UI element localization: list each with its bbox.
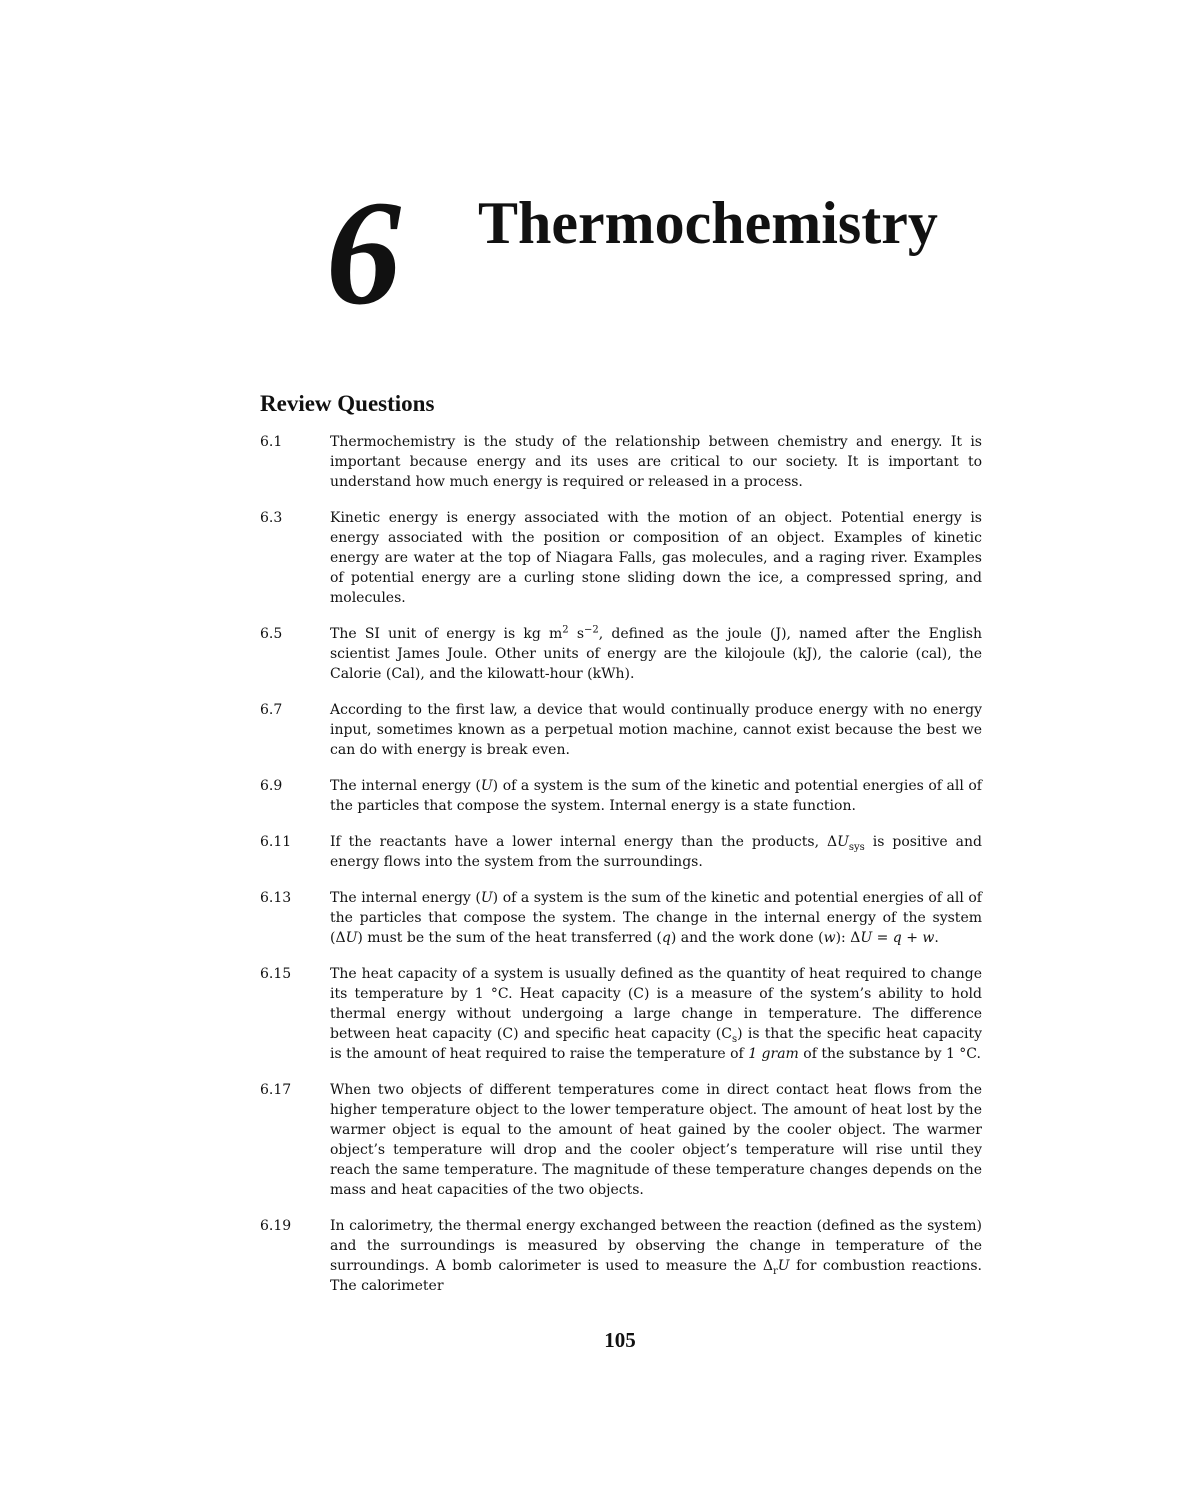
answer-text-segment: The heat capacity of a system is usually defined as the quantity of heat required to change its temperature by 1 °C. Heat capacity (C) is a measure of the system’s ability to hold thermal energy without undergoing a large change in temperature. The difference between heat capacity (C) and specific heat capacity (C xyxy=(330,966,982,1042)
answer-text-segment: U xyxy=(777,1258,790,1274)
answer-text-segment: + xyxy=(901,930,923,946)
question-number: 6.7 xyxy=(260,702,283,718)
question-item xyxy=(260,624,982,684)
question-number: 6.1 xyxy=(260,434,283,450)
question-item xyxy=(260,508,982,608)
answer-text-segment: 2 xyxy=(562,624,569,636)
question-answer-text xyxy=(330,1080,982,1200)
answer-text-segment: U xyxy=(345,930,358,946)
answer-text-segment: ): Δ xyxy=(835,930,861,946)
question-item xyxy=(260,1080,982,1200)
answer-text-segment: ) is that the specific heat capacity is the amount of heat required to raise the temperature of xyxy=(330,1026,983,1062)
answer-text-segment: ) of a system is the sum of the kinetic and potential energies of all of the particles that compose the system. The change in the internal energy of the system (Δ xyxy=(330,890,982,946)
page-number: 105 xyxy=(604,1328,636,1352)
answer-text-segment: for combustion reactions. The calorimeter xyxy=(330,1258,983,1294)
answer-text-segment: sys xyxy=(848,841,865,853)
answer-text-segment: s xyxy=(731,1033,738,1045)
question-number: 6.11 xyxy=(260,834,292,850)
question-number: 6.17 xyxy=(260,1082,292,1098)
answer-text-segment: q xyxy=(661,930,671,946)
answer-text-segment: ) of a system is the sum of the kinetic and potential energies of all of the particles that compose the system. Internal energy is a state function. xyxy=(330,778,982,814)
answer-text-segment: 1 gram xyxy=(748,1046,799,1062)
question-answer-text xyxy=(330,432,982,492)
answer-text-segment: If the reactants have a lower internal energy than the products, Δ xyxy=(330,834,838,850)
answer-text-segment: ) and the work done ( xyxy=(670,930,824,946)
question-answer-text xyxy=(330,776,982,816)
question-item xyxy=(260,776,982,816)
question-item xyxy=(260,700,982,760)
question-answer-text xyxy=(330,508,982,608)
question-number: 6.3 xyxy=(260,510,283,526)
question-answer-text xyxy=(330,624,982,684)
question-number: 6.9 xyxy=(260,778,283,794)
question-item xyxy=(260,1216,982,1296)
question-item xyxy=(260,832,982,872)
answer-text-segment: of the substance by 1 °C. xyxy=(798,1046,981,1062)
answer-text-segment: −2 xyxy=(584,624,599,636)
answer-text-segment: , defined as the joule (J), named after the English scientist James Joule. Other units of energy are the kilojoule (kJ), the calorie (cal), the Calorie (Cal), and the kilowatt-hour (kWh). xyxy=(330,626,982,682)
answer-text-segment: The SI unit of energy is kg m xyxy=(330,626,563,642)
answer-text-segment: U xyxy=(480,778,493,794)
answer-text-segment: w xyxy=(922,930,935,946)
question-number: 6.5 xyxy=(260,626,283,642)
question-number: 6.19 xyxy=(260,1218,292,1234)
question-answer-text xyxy=(330,888,982,948)
answer-text-segment: ) must be the sum of the heat transferred ( xyxy=(357,930,662,946)
question-answer-text xyxy=(330,700,982,760)
chapter-title: Thermochemistry xyxy=(478,190,938,256)
answer-text-segment: U xyxy=(480,890,493,906)
answer-text-segment: r xyxy=(773,1265,778,1277)
answer-text-segment: U xyxy=(860,930,873,946)
section-heading: Review Questions xyxy=(260,391,435,416)
answer-text-segment: q xyxy=(892,930,902,946)
answer-text-segment: is positive and energy flows into the system from the surroundings. xyxy=(330,834,982,870)
answer-text-segment: Thermochemistry is the study of the relationship between chemistry and energy. It is important because energy and its uses are critical to our society. It is important to understand how much energy is required or released in a process. xyxy=(330,434,982,490)
question-number: 6.13 xyxy=(260,890,292,906)
question-answer-text xyxy=(330,832,982,872)
chapter-number: 6 xyxy=(326,170,401,336)
question-answer-text xyxy=(330,1216,982,1296)
answer-text-segment: According to the first law, a device that would continually produce energy with no energy input, sometimes known as a perpetual motion machine, cannot exist because the best we can do with energy is break even. xyxy=(330,702,982,758)
answer-text-segment: w xyxy=(823,930,836,946)
answer-text-segment: Kinetic energy is energy associated with the motion of an object. Potential energy is energy associated with the position or composition of an object. Examples of kinetic energy are water at the top of Niagara Falls, gas molecules, and a raging river. Examples of potential energy are a curling stone sliding down the ice, a compressed spring, and molecules. xyxy=(330,510,982,606)
answer-text-segment: . xyxy=(934,930,939,946)
question-item xyxy=(260,432,982,492)
answer-text-segment: s xyxy=(568,626,585,642)
answer-text-segment: U xyxy=(837,834,849,850)
answer-text-segment: = xyxy=(872,930,893,946)
question-number: 6.15 xyxy=(260,966,292,982)
question-answer-text xyxy=(330,964,982,1064)
answer-text-segment: The internal energy ( xyxy=(330,890,481,906)
answer-text-segment: In calorimetry, the thermal energy exchanged between the reaction (defined as the system) and the surroundings is measured by observing the change in temperature of the surroundings. A bomb calorimeter is used to measure the Δ xyxy=(330,1218,982,1274)
question-item xyxy=(260,888,982,948)
review-questions-list xyxy=(260,432,982,1312)
question-item xyxy=(260,964,982,1064)
answer-text-segment: When two objects of different temperatures come in direct contact heat flows from the higher temperature object to the lower temperature object. The amount of heat lost by the warmer object is equal to the amount of heat gained by the cooler object. The warmer object’s temperature will drop and the cooler object’s temperature will rise until they reach the same temperature. The magnitude of these temperature changes depends on the mass and heat capacities of the two objects. xyxy=(330,1082,982,1198)
answer-text-segment: The internal energy ( xyxy=(330,778,481,794)
